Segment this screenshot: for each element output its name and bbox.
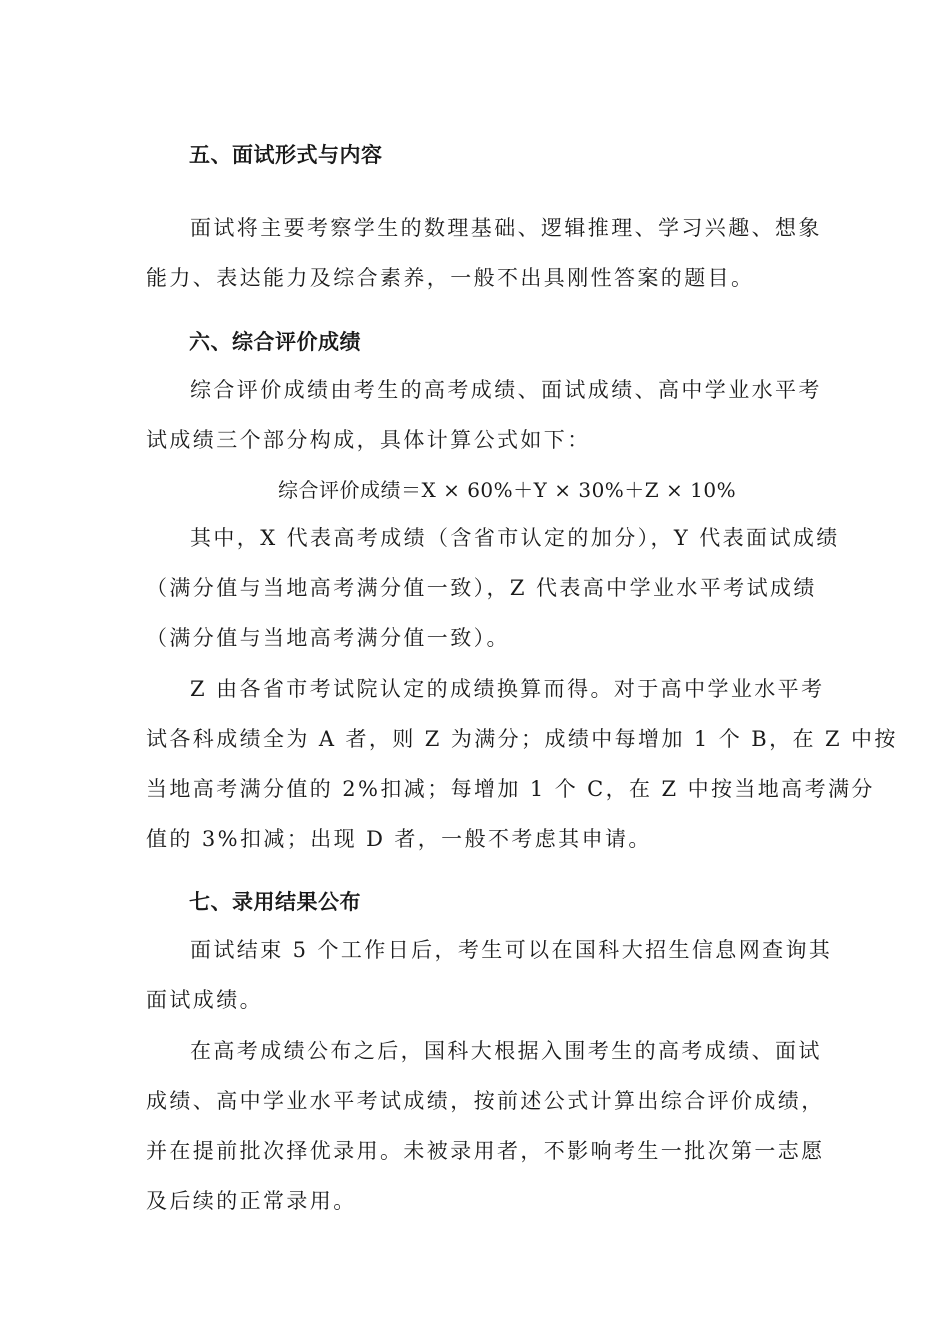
paragraph-line: Z 由各省市考试院认定的成绩换算而得。对于高中学业水平考 bbox=[190, 677, 825, 701]
section-heading-seven: 七、录用结果公布 bbox=[189, 889, 361, 914]
paragraph-line: 值的 3%扣减；出现 D 者，一般不考虑其申请。 bbox=[146, 827, 652, 851]
score-formula: 综合评价成绩＝X × 60%＋Y × 30%＋Z × 10% bbox=[278, 478, 737, 502]
paragraph-line: 在高考成绩公布之后，国科大根据入围考生的高考成绩、面试 bbox=[190, 1039, 822, 1063]
paragraph-line: 试成绩三个部分构成，具体计算公式如下： bbox=[146, 428, 591, 452]
section-heading-six: 六、综合评价成绩 bbox=[189, 329, 361, 354]
paragraph-line: 面试将主要考察学生的数理基础、逻辑推理、学习兴趣、想象 bbox=[190, 216, 822, 240]
paragraph-line: 及后续的正常录用。 bbox=[146, 1189, 357, 1213]
paragraph-line: 面试结束 5 个工作日后，考生可以在国科大招生信息网查询其 bbox=[190, 938, 833, 962]
paragraph-line: （满分值与当地高考满分值一致），Z 代表高中学业水平考试成绩 bbox=[146, 576, 817, 600]
paragraph-line: 当地高考满分值的 2%扣减；每增加 1 个 C，在 Z 中按当地高考满分 bbox=[146, 777, 875, 801]
paragraph-line: 试各科成绩全为 A 者，则 Z 为满分；成绩中每增加 1 个 B，在 Z 中按 bbox=[146, 727, 898, 751]
paragraph-line: 并在提前批次择优录用。未被录用者，不影响考生一批次第一志愿 bbox=[146, 1139, 825, 1163]
paragraph-line: （满分值与当地高考满分值一致）。 bbox=[146, 626, 510, 650]
section-heading-five: 五、面试形式与内容 bbox=[189, 142, 383, 167]
paragraph-line: 能力、表达能力及综合素养，一般不出具刚性答案的题目。 bbox=[146, 266, 755, 290]
paragraph-line: 面试成绩。 bbox=[146, 988, 263, 1012]
paragraph-line: 其中，X 代表高考成绩（含省市认定的加分），Y 代表面试成绩 bbox=[190, 526, 840, 550]
paragraph-line: 成绩、高中学业水平考试成绩，按前述公式计算出综合评价成绩， bbox=[146, 1089, 825, 1113]
paragraph-line: 综合评价成绩由考生的高考成绩、面试成绩、高中学业水平考 bbox=[190, 378, 822, 402]
